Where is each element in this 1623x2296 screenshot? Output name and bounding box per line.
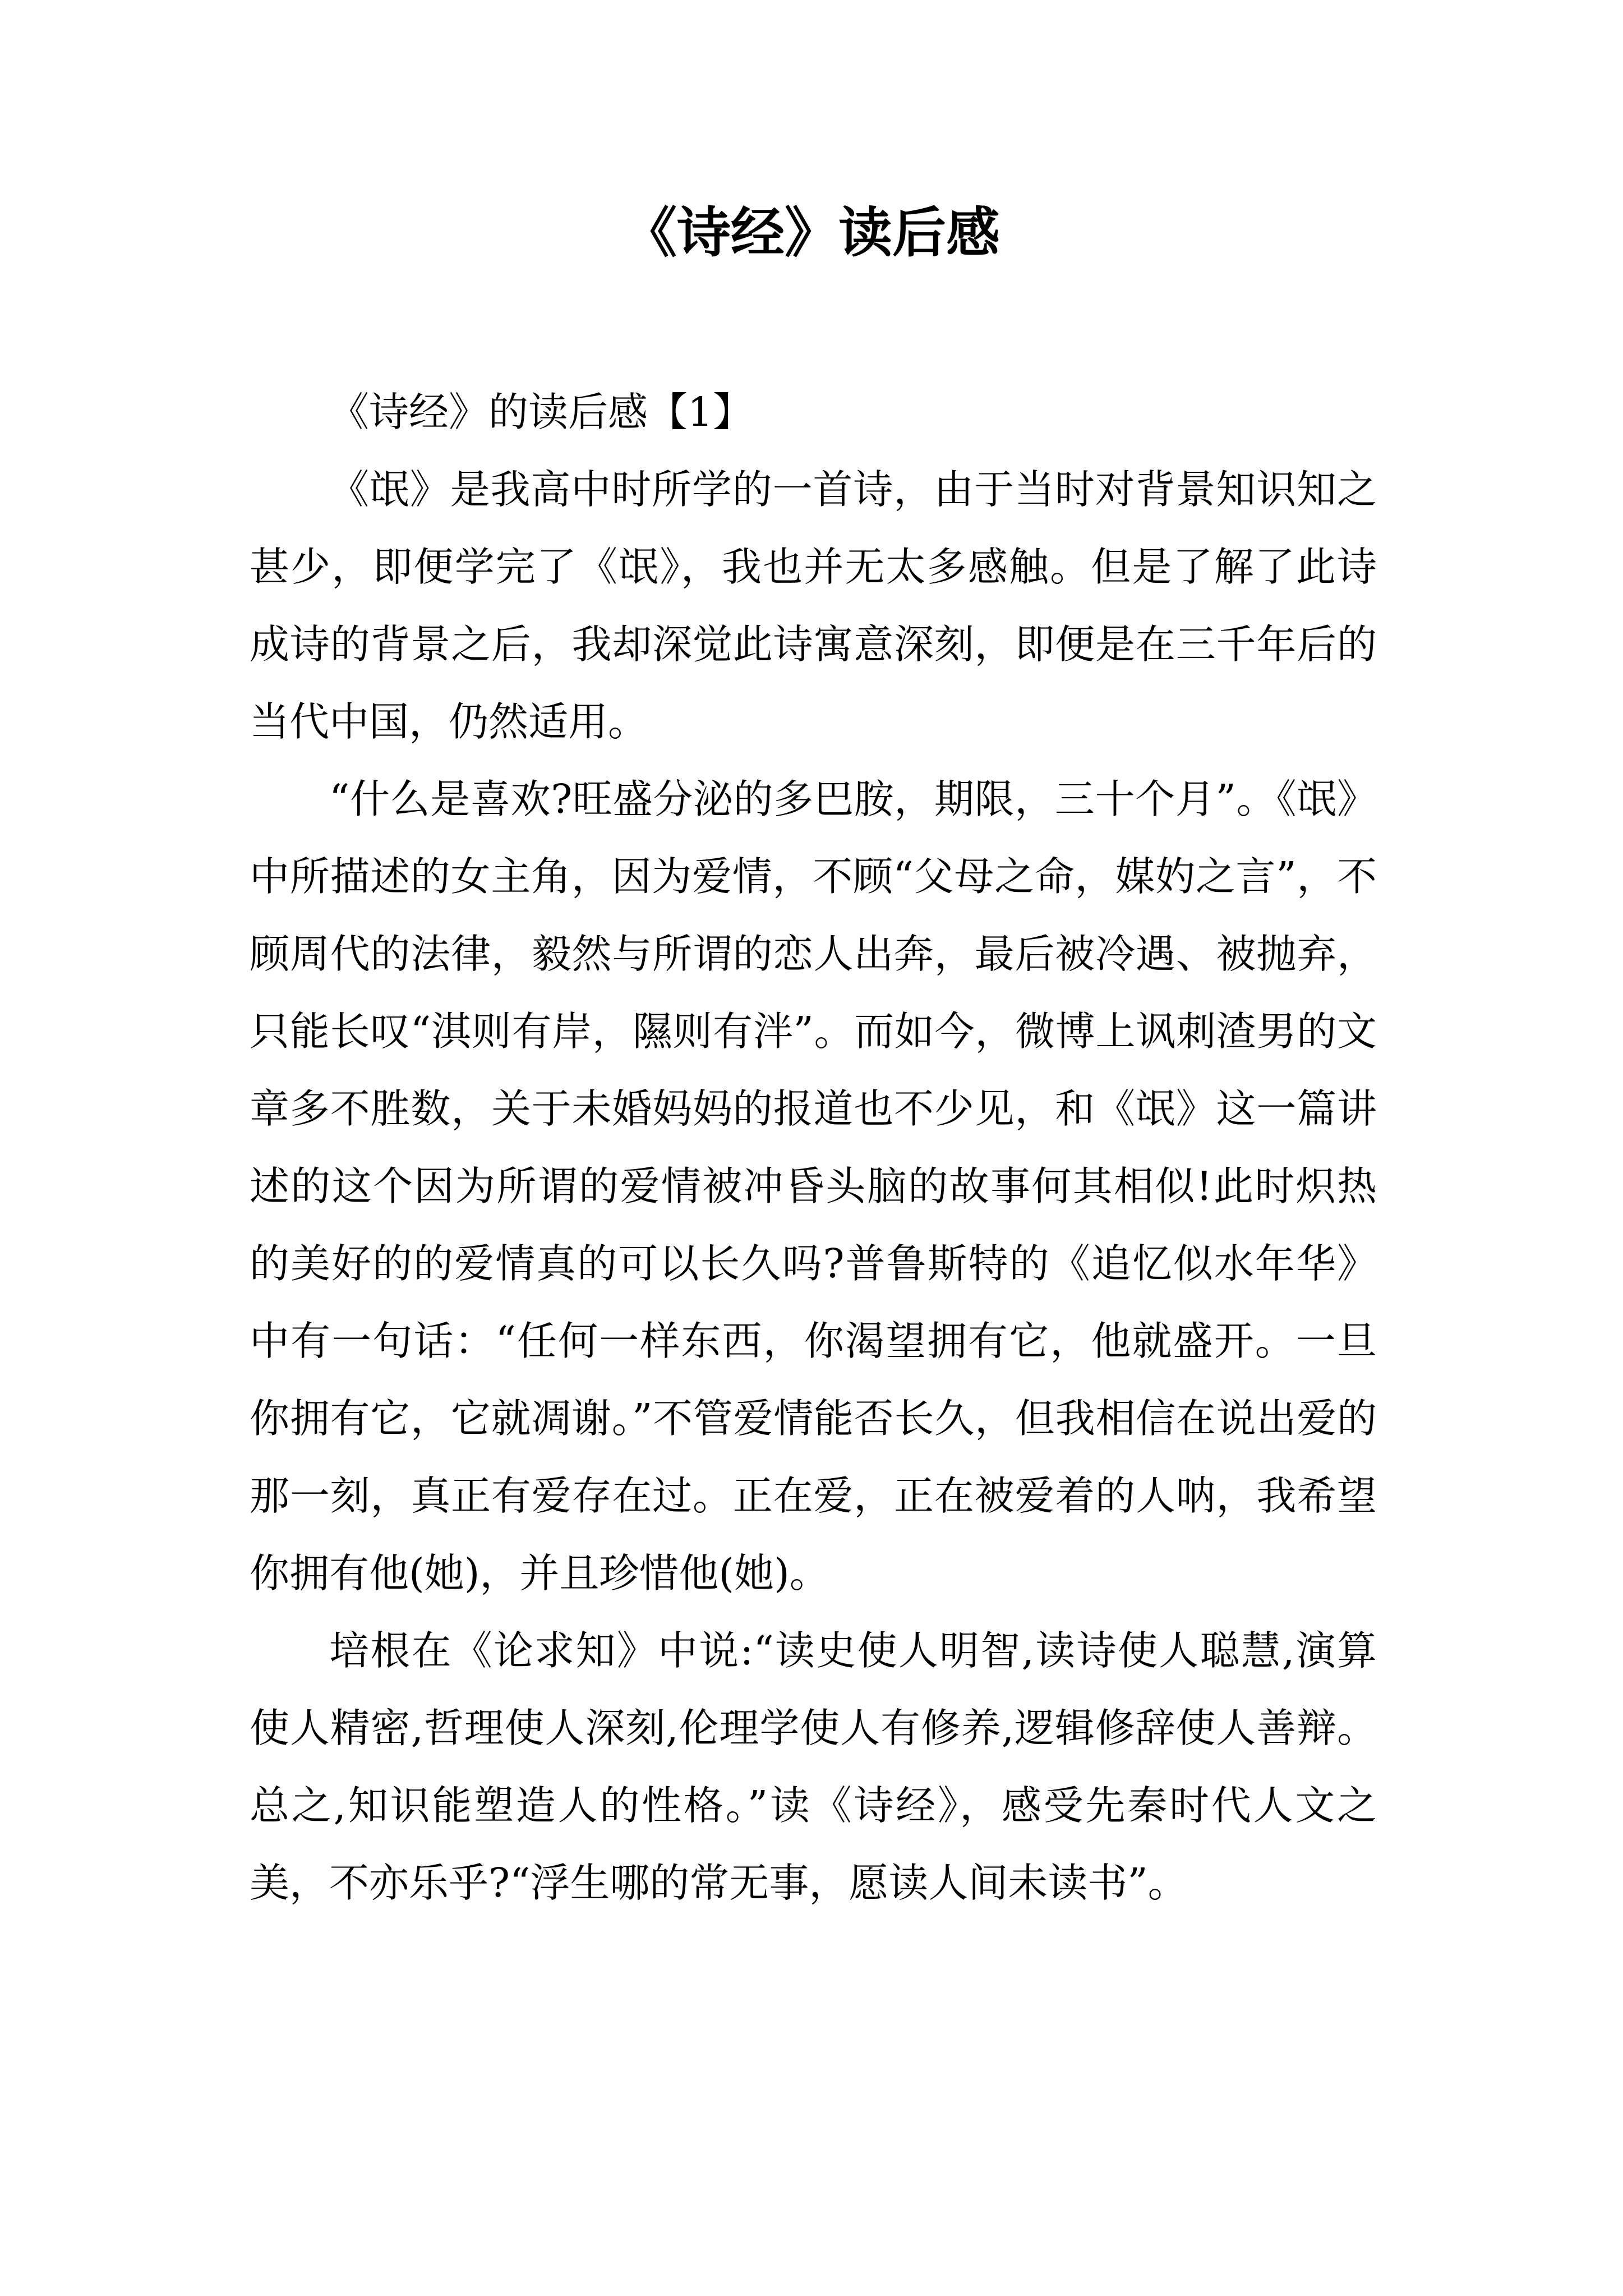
paragraph-1: 《氓》是我高中时所学的一首诗，由于当时对背景知识知之甚少，即便学完了《氓》，我也并无太多感触。但是了解了此诗成诗的背景之后，我却深觉此诗寓意深刻，即便是在三千年后的当代中国，仍然适用。 <box>250 466 1377 745</box>
paragraph-2: “什么是喜欢?旺盛分泌的多巴胺，期限，三十个月”。《氓》中所描述的女主角，因为爱情，不顾“父母之命，媒妁之言”，不顾周代的法律，毅然与所谓的恋人出奔，最后被冷遇、被抛弃，只能长叹“淇则有岸，隰则有泮”。而如今，微博上讽刺渣男的文章多不胜数，关于未婚妈妈的报道也不少见，和《氓》这一篇讲述的这个因为所谓的爱情被冲昏头脑的故事何其相似!此时炽热的美好的的爱情真的可以长久吗?普鲁斯特的《追忆似水年华》中有一句话：“任何一样东西，你渴望拥有它，他就盛开。一旦你拥有它，它就凋谢。”不管爱情能否长久，但我相信在说出爱的那一刻，真正有爱存在过。正在爱，正在被爱着的人呐，我希望你拥有他(她)，并且珍惜他(她)。 <box>250 776 1377 1596</box>
paragraph-3: 培根在《论求知》中说:“读史使人明智,读诗使人聪慧,演算使人精密,哲理使人深刻,伦理学使人有修养,逻辑修辞使人善辩。总之,知识能塑造人的性格。”读《诗经》，感受先秦时代人文之美，不亦乐乎?“浮生哪的常无事，愿读人间未读书”。 <box>250 1627 1377 1906</box>
document-title: 《诗经》读后感 <box>623 201 1000 264</box>
section-heading: 《诗经》的读后感【1】 <box>329 389 753 435</box>
document-body <box>250 374 1377 1922</box>
